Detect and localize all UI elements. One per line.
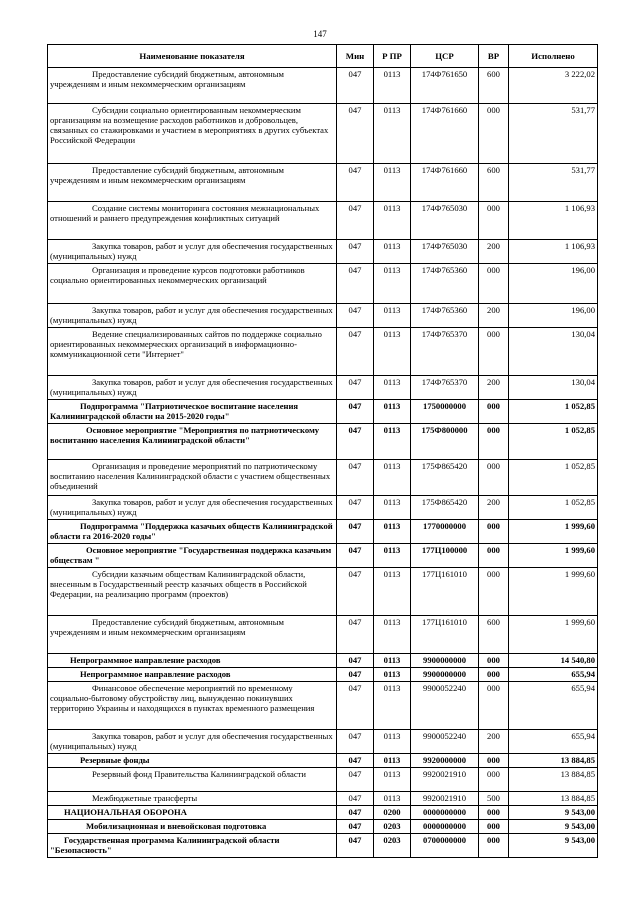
row-name: Резервные фонды	[48, 754, 337, 768]
table-row	[48, 264, 598, 304]
row-executed: 196,00	[509, 264, 598, 304]
row-name: Закупка товаров, работ и услуг для обеспечения государственных (муниципальных) нужд	[48, 376, 337, 400]
row-name: Закупка товаров, работ и услуг для обеспечения государственных (муниципальных) нужд	[48, 496, 337, 520]
row-name: Закупка товаров, работ и услуг для обеспечения государственных (муниципальных) нужд	[48, 240, 337, 264]
row-rpr: 0113	[374, 202, 411, 240]
budget-table	[47, 44, 598, 858]
row-min: 047	[337, 400, 374, 424]
row-name: Основное мероприятие "Государственная поддержка казачьим обществам "	[48, 544, 337, 568]
row-vr: 500	[479, 792, 509, 806]
row-csr: 0000000000	[411, 806, 479, 820]
header-name: Наименование показателя	[48, 45, 337, 68]
row-vr: 200	[479, 240, 509, 264]
row-vr: 000	[479, 806, 509, 820]
row-executed: 13 884,85	[509, 768, 598, 792]
row-rpr: 0113	[374, 424, 411, 460]
table-row	[48, 768, 598, 792]
row-min: 047	[337, 68, 374, 104]
row-rpr: 0113	[374, 768, 411, 792]
row-name: Субсидии социально ориентированным некоммерческим организациям на возмещение расходов работников и добровольцев, связанных со стажировками и участием в мероприятиях в других субъектах Российской Федерации	[48, 104, 337, 164]
row-name: Субсидии казачьим обществам Калининградской области, внесенным в Государственный реестр казачьих обществ в Российской Федерации, на реализацию программ (проектов)	[48, 568, 337, 616]
row-rpr: 0113	[374, 616, 411, 654]
table-row	[48, 460, 598, 496]
row-vr: 000	[479, 768, 509, 792]
row-min: 047	[337, 264, 374, 304]
row-csr: 174Ф765030	[411, 240, 479, 264]
row-csr: 174Ф765360	[411, 264, 479, 304]
row-vr: 200	[479, 730, 509, 754]
row-min: 047	[337, 568, 374, 616]
row-min: 047	[337, 202, 374, 240]
row-rpr: 0113	[374, 544, 411, 568]
row-min: 047	[337, 460, 374, 496]
row-name: Резервный фонд Правительства Калининградской области	[48, 768, 337, 792]
row-vr: 000	[479, 668, 509, 682]
row-rpr: 0113	[374, 460, 411, 496]
table-row	[48, 668, 598, 682]
table-row	[48, 104, 598, 164]
row-name: Организация и проведение курсов подготовки работников социально ориентированных некоммерческих организаций	[48, 264, 337, 304]
row-csr: 174Ф761650	[411, 68, 479, 104]
table-row	[48, 792, 598, 806]
row-csr: 175Ф865420	[411, 496, 479, 520]
row-min: 047	[337, 544, 374, 568]
row-rpr: 0203	[374, 834, 411, 858]
row-rpr: 0113	[374, 104, 411, 164]
row-rpr: 0113	[374, 400, 411, 424]
row-min: 047	[337, 754, 374, 768]
row-executed: 3 222,02	[509, 68, 598, 104]
row-vr: 000	[479, 264, 509, 304]
row-executed: 1 052,85	[509, 400, 598, 424]
row-executed: 1 999,60	[509, 616, 598, 654]
row-name: Мобилизационная и вневойсковая подготовка	[48, 820, 337, 834]
row-rpr: 0113	[374, 654, 411, 668]
row-csr: 0700000000	[411, 834, 479, 858]
table-row	[48, 202, 598, 240]
row-name: Основное мероприятие "Мероприятия по патриотическому воспитанию населения Калининградской области"	[48, 424, 337, 460]
header-executed: Исполнено	[509, 45, 598, 68]
row-vr: 000	[479, 544, 509, 568]
row-min: 047	[337, 496, 374, 520]
table-row	[48, 424, 598, 460]
table-row	[48, 240, 598, 264]
row-csr: 174Ф765370	[411, 328, 479, 376]
row-executed: 13 884,85	[509, 792, 598, 806]
row-min: 047	[337, 806, 374, 820]
row-vr: 200	[479, 376, 509, 400]
table-row	[48, 806, 598, 820]
row-vr: 000	[479, 682, 509, 730]
row-min: 047	[337, 834, 374, 858]
page-number: 147	[313, 29, 327, 39]
row-name: Непрограммное направление расходов	[48, 654, 337, 668]
row-executed: 531,77	[509, 104, 598, 164]
row-min: 047	[337, 820, 374, 834]
table-row	[48, 820, 598, 834]
row-rpr: 0113	[374, 496, 411, 520]
row-vr: 200	[479, 304, 509, 328]
row-min: 047	[337, 376, 374, 400]
row-rpr: 0113	[374, 754, 411, 768]
row-min: 047	[337, 668, 374, 682]
row-min: 047	[337, 328, 374, 376]
row-vr: 000	[479, 400, 509, 424]
row-min: 047	[337, 304, 374, 328]
table-header-row	[48, 45, 598, 68]
row-vr: 000	[479, 834, 509, 858]
row-min: 047	[337, 104, 374, 164]
row-name: Государственная программа Калининградской области "Безопасность"	[48, 834, 337, 858]
row-executed: 1 052,85	[509, 496, 598, 520]
table-row	[48, 400, 598, 424]
table-row	[48, 544, 598, 568]
row-rpr: 0113	[374, 730, 411, 754]
row-csr: 175Ф800000	[411, 424, 479, 460]
row-min: 047	[337, 520, 374, 544]
row-csr: 174Ф765360	[411, 304, 479, 328]
row-executed: 655,94	[509, 668, 598, 682]
table-row	[48, 682, 598, 730]
row-csr: 9900000000	[411, 654, 479, 668]
row-name: Предоставление субсидий бюджетным, автономным учреждениям и иным некоммерческим организациям	[48, 164, 337, 202]
row-csr: 177Ц161010	[411, 568, 479, 616]
row-rpr: 0113	[374, 668, 411, 682]
row-vr: 600	[479, 164, 509, 202]
row-executed: 14 540,80	[509, 654, 598, 668]
row-executed: 9 543,00	[509, 806, 598, 820]
row-csr: 9920021910	[411, 792, 479, 806]
header-csr: ЦСР	[411, 45, 479, 68]
row-name: Непрограммное направление расходов	[48, 668, 337, 682]
row-min: 047	[337, 768, 374, 792]
row-csr: 0000000000	[411, 820, 479, 834]
row-name: Организация и проведение мероприятий по патриотическому воспитанию населения Калининградской области с участием общественных объединений	[48, 460, 337, 496]
row-vr: 000	[479, 424, 509, 460]
table-row	[48, 568, 598, 616]
row-csr: 9920021910	[411, 768, 479, 792]
header-vr: ВР	[479, 45, 509, 68]
row-vr: 000	[479, 460, 509, 496]
row-name: Финансовое обеспечение мероприятий по временному социально-бытовому обустройству лиц, вынужденно покинувших территорию Украины и находящихся в пунктах временного размещения	[48, 682, 337, 730]
table-row	[48, 68, 598, 104]
row-rpr: 0113	[374, 568, 411, 616]
row-name: Закупка товаров, работ и услуг для обеспечения государственных (муниципальных) нужд	[48, 304, 337, 328]
row-csr: 1770000000	[411, 520, 479, 544]
row-executed: 13 884,85	[509, 754, 598, 768]
row-rpr: 0200	[374, 806, 411, 820]
row-rpr: 0113	[374, 68, 411, 104]
row-csr: 1750000000	[411, 400, 479, 424]
row-min: 047	[337, 654, 374, 668]
row-rpr: 0113	[374, 164, 411, 202]
row-vr: 000	[479, 654, 509, 668]
row-executed: 655,94	[509, 730, 598, 754]
table-row	[48, 164, 598, 202]
row-vr: 000	[479, 328, 509, 376]
row-name: Подпрограмма "Патриотическое воспитание населения Калининградской области на 2015-2020 годы"	[48, 400, 337, 424]
row-rpr: 0203	[374, 820, 411, 834]
row-csr: 174Ф765370	[411, 376, 479, 400]
row-vr: 000	[479, 202, 509, 240]
row-csr: 9900000000	[411, 668, 479, 682]
row-name: Создание системы мониторинга состояния межнациональных отношений и раннего предупреждения конфликтных ситуаций	[48, 202, 337, 240]
row-executed: 655,94	[509, 682, 598, 730]
table-row	[48, 754, 598, 768]
table-row	[48, 496, 598, 520]
row-name: Предоставление субсидий бюджетным, автономным учреждениям и иным некоммерческим организациям	[48, 68, 337, 104]
row-name: Ведение специализированных сайтов по поддержке социально ориентированных некоммерческих организаций в информационно-коммуникационной сети "Интернет"	[48, 328, 337, 376]
row-executed: 1 052,85	[509, 460, 598, 496]
row-csr: 9920000000	[411, 754, 479, 768]
row-csr: 174Ф761660	[411, 164, 479, 202]
row-rpr: 0113	[374, 376, 411, 400]
row-name: Подпрограмма "Поддержка казачьих обществ Калининградской области га 2016-2020 годы"	[48, 520, 337, 544]
row-executed: 130,04	[509, 376, 598, 400]
table-row	[48, 328, 598, 376]
row-executed: 9 543,00	[509, 820, 598, 834]
row-name: Межбюджетные трансферты	[48, 792, 337, 806]
row-min: 047	[337, 682, 374, 730]
row-rpr: 0113	[374, 264, 411, 304]
row-csr: 9900052240	[411, 730, 479, 754]
row-executed: 531,77	[509, 164, 598, 202]
row-name: Закупка товаров, работ и услуг для обеспечения государственных (муниципальных) нужд	[48, 730, 337, 754]
row-name: НАЦИОНАЛЬНАЯ ОБОРОНА	[48, 806, 337, 820]
row-name: Предоставление субсидий бюджетным, автономным учреждениям и иным некоммерческим организациям	[48, 616, 337, 654]
row-vr: 000	[479, 104, 509, 164]
row-csr: 174Ф761660	[411, 104, 479, 164]
table-row	[48, 376, 598, 400]
row-executed: 1 106,93	[509, 240, 598, 264]
table-row	[48, 616, 598, 654]
row-vr: 200	[479, 496, 509, 520]
row-executed: 1 999,60	[509, 544, 598, 568]
row-min: 047	[337, 240, 374, 264]
table-row	[48, 304, 598, 328]
row-rpr: 0113	[374, 304, 411, 328]
row-rpr: 0113	[374, 240, 411, 264]
row-csr: 174Ф765030	[411, 202, 479, 240]
row-executed: 196,00	[509, 304, 598, 328]
row-vr: 600	[479, 616, 509, 654]
row-min: 047	[337, 792, 374, 806]
row-executed: 130,04	[509, 328, 598, 376]
header-rpr: Р ПР	[374, 45, 411, 68]
header-min: Мин	[337, 45, 374, 68]
row-executed: 1 999,60	[509, 520, 598, 544]
row-executed: 1 106,93	[509, 202, 598, 240]
row-executed: 9 543,00	[509, 834, 598, 858]
table-row	[48, 654, 598, 668]
row-executed: 1 999,60	[509, 568, 598, 616]
row-vr: 000	[479, 820, 509, 834]
row-vr: 600	[479, 68, 509, 104]
row-min: 047	[337, 730, 374, 754]
row-vr: 000	[479, 568, 509, 616]
row-min: 047	[337, 164, 374, 202]
row-csr: 175Ф865420	[411, 460, 479, 496]
row-min: 047	[337, 424, 374, 460]
table-row	[48, 520, 598, 544]
row-rpr: 0113	[374, 328, 411, 376]
row-csr: 177Ц161010	[411, 616, 479, 654]
row-csr: 9900052240	[411, 682, 479, 730]
row-rpr: 0113	[374, 682, 411, 730]
row-rpr: 0113	[374, 520, 411, 544]
row-min: 047	[337, 616, 374, 654]
row-vr: 000	[479, 520, 509, 544]
table-row	[48, 834, 598, 858]
row-vr: 000	[479, 754, 509, 768]
row-executed: 1 052,85	[509, 424, 598, 460]
table-row	[48, 730, 598, 754]
row-rpr: 0113	[374, 792, 411, 806]
row-csr: 177Ц100000	[411, 544, 479, 568]
